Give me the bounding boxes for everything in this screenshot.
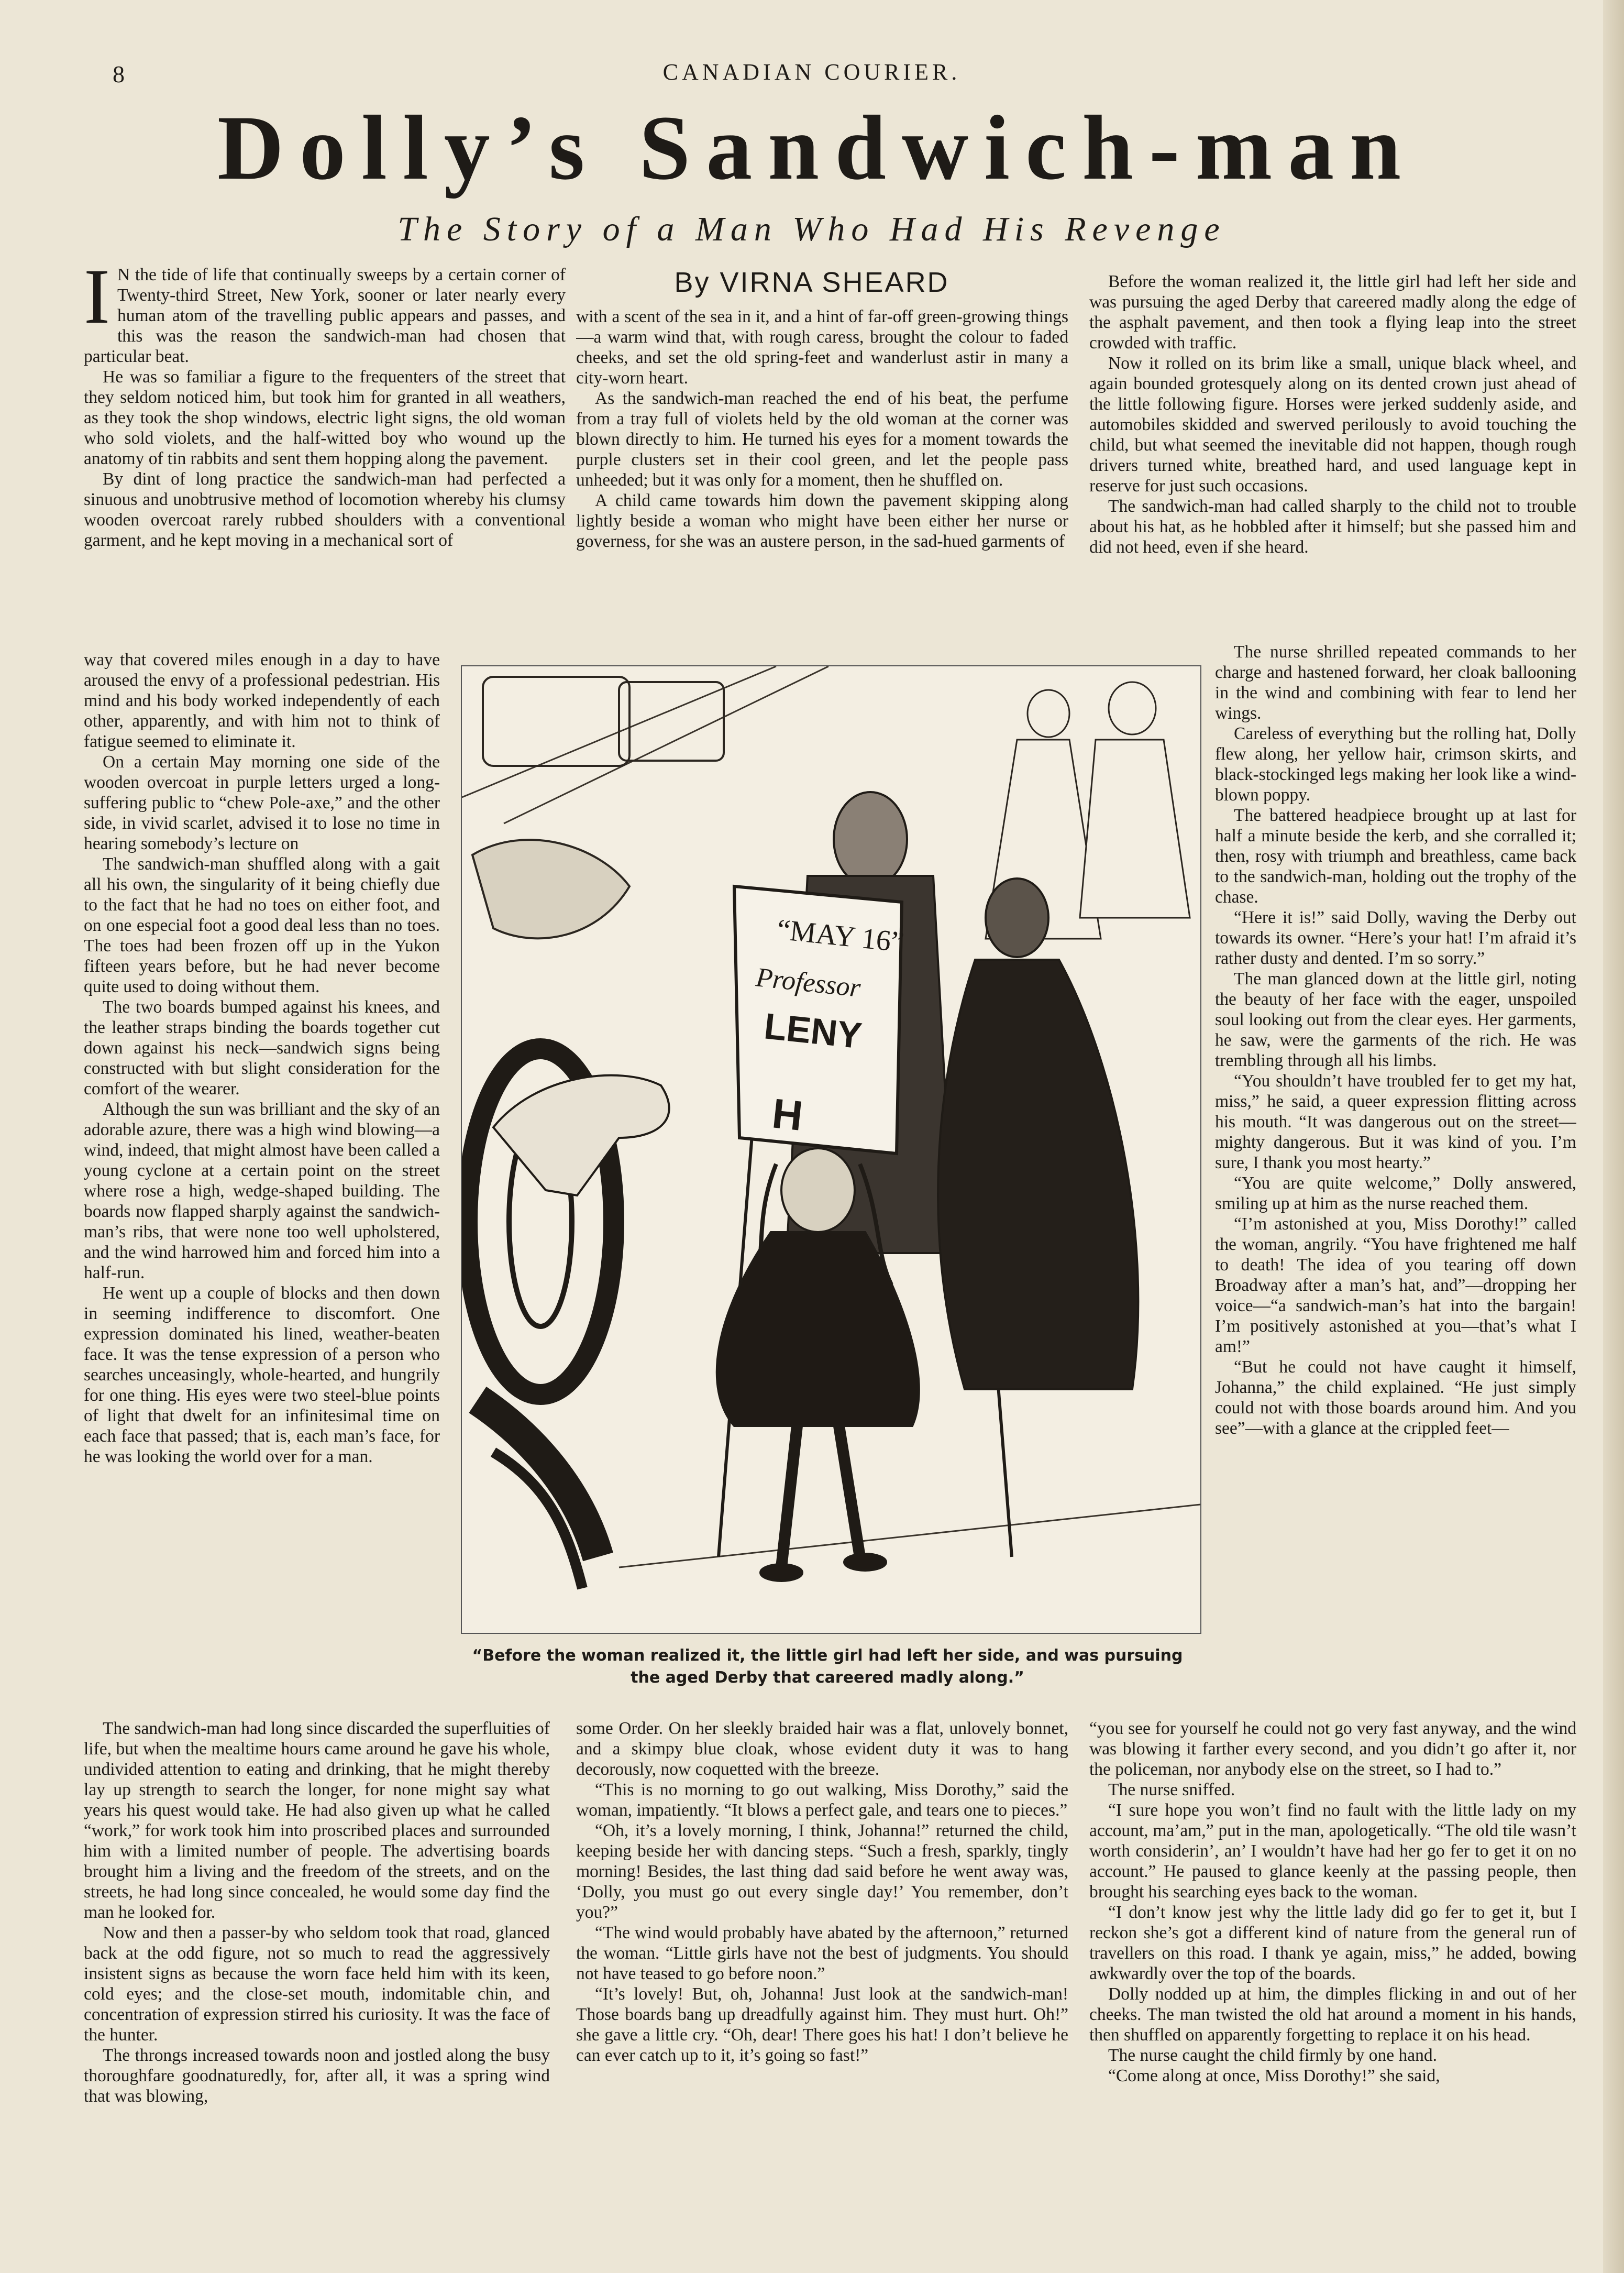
column-3-narrow: [1215, 642, 1576, 1689]
paragraph: He was so familiar a figure to the frequenters of the street that they seldom noticed him, but took him for granted in all weathers, as they took the shop windows, electric light signs, the old woman who sold violets, and the half-witted boy who wound up the anatomy of tin rabbits and sent them hopping along the pavement.: [84, 367, 566, 468]
drop-cap: I: [84, 265, 110, 340]
story-illustration: [461, 665, 1201, 1634]
paragraph: The nurse shrilled repeated commands to her charge and hastened forward, her cloak ballooning in the wind and combining with fear to lend her wings.: [1215, 642, 1576, 723]
illustration-caption: [450, 1645, 1205, 1689]
column-3-top: [1089, 271, 1576, 649]
illustration-drawing: [462, 666, 1200, 1633]
paragraph: [84, 265, 566, 367]
paragraph: The sandwich-man shuffled along with a gait all his own, the singularity of it being chiefly due to the fact that he had no toes on either foot, and on one especial foot a good deal less than no toes. The toes had been frozen off up in the Yukon fifteen years before, but he had never become quite used to doing without them.: [84, 854, 440, 996]
page-edge: [1603, 0, 1624, 2273]
paragraph: “You shouldn’t have troubled fer to get my hat, miss,” he said, a queer expression flitting across his mouth. “It was dangerous out on the street—mighty dangerous. But it was kind of you. I’m sure, I thank you most hearty.”: [1215, 1071, 1576, 1172]
paragraph: with a scent of the sea in it, and a hint of far-off green-growing things—a warm wind that, with rough caress, brought the colour to faded cheeks, and set the old spring-feet and wanderlust astir in many a city-worn heart.: [576, 307, 1068, 388]
paragraph: “I’m astonished at you, Miss Dorothy!” called the woman, angrily. “You have frightened me half to death! The idea of you tearing off down Broadway after a man’s hat, and”—dropping her voice—“a sandwich-man’s hat into the bargain! I’m positively astonished at you—that’s what I am!”: [1215, 1214, 1576, 1356]
paragraph: way that covered miles enough in a day to have aroused the envy of a professional pedestrian. His mind and his body worked independently of each other, apparently, and with him not to think of fatigue seemed to eliminate it.: [84, 650, 440, 751]
sign-line-professor: Professor: [754, 962, 862, 1003]
column-3-bottom: [1089, 1718, 1576, 2205]
paragraph: “Come along at once, Miss Dorothy!” she said,: [1108, 2066, 1440, 2085]
paragraph: Now it rolled on its brim like a small, unique black wheel, and again bounded grotesquely along on its dented crown just ahead of the little following figure. Horses were jerked suddenly aside, and automobiles skidded and swerved perilously to avoid touching the child, but what seemed the inevitable did not happen, though rough drivers turned white, breathed hard, and used language kept in reserve for just such occasions.: [1089, 354, 1576, 496]
paragraph: The sandwich-man had long since discarded the superfluities of life, but when the mealtime hours came around he gave his whole, undivided attention to eating and drinking, that he might thereby lay up strength to search the longer, for none might say what years his quest would take. He had also given up what he called “work,” for work took him into proscribed places and surrounded him with a limited number of people. The advertising boards brought him a living and the freedom of the streets, and on the streets, he had long since concealed, he would some day find the man he looked for.: [84, 1719, 550, 1922]
paragraph: “The wind would probably have abated by the afternoon,” returned the woman. “Little girls have not the best of judgments. You should not have teased to go before noon.”: [576, 1923, 1068, 1983]
column-1-narrow: [84, 650, 440, 1718]
paragraph: “Oh, it’s a lovely morning, I think, Johanna!” returned the child, keeping beside her with dancing steps. “Such a fresh, sparkly, tingly morning! Besides, the last thing dad said before he went away was, ‘Dolly, you must go out every single day!’ You remember, don’t you?”: [576, 1821, 1068, 1922]
sign-line-date: “MAY 16”: [775, 913, 905, 959]
paragraph-text: N the tide of life that continually sweeps by a certain corner of Twenty-third Street, New York, sooner or later nearly every human atom of the travelling public appears and passes, and this was the reason the sandwich-man had chosen that particular beat.: [84, 265, 566, 366]
article-title: Dolly’s Sandwich-man: [217, 97, 1417, 199]
paragraph: As the sandwich-man reached the end of his beat, the perfume from a tray full of violets held by the old woman at the corner was blown directly to him. He turned his eyes for a moment towards the purple clusters set in their cool green, and let the people pass unheeded; but it was only for a moment, then he shuffled on.: [576, 389, 1068, 490]
column-2-bottom: [576, 1718, 1068, 2205]
paragraph: The two boards bumped against his knees, and the leather straps binding the boards together cut down against his neck—sandwich signs being constructed with but slight consideration for the comfort of the wearer.: [84, 997, 440, 1099]
paragraph: Dolly nodded up at him, the dimples flicking in and out of her cheeks. The man twisted the old hat around a moment in his hands, then shuffled on apparently forgetting to replace it on his head.: [1089, 1984, 1576, 2045]
caption-line: “Before the woman realized it, the little girl had left her side, and was pursuing: [472, 1646, 1183, 1665]
paragraph: “This is no morning to go out walking, Miss Dorothy,” said the woman, impatiently. “It blows a perfect gale, and tears one to pieces.”: [576, 1780, 1068, 1820]
sign-line-name: LENY: [762, 1005, 864, 1057]
automobile-sketch: [472, 677, 724, 938]
paragraph: The battered headpiece brought up at last for half a minute beside the kerb, and she corralled it; then, rosy with triumph and breathless, came back to the sandwich-man, holding out the trophy of the chase.: [1215, 806, 1576, 907]
byline: By VIRNA SHEARD: [674, 267, 949, 298]
paragraph: Before the woman realized it, the little girl had left her side and was pursuing the aged Derby that careered madly along the edge of the asphalt pavement, and then took a flying leap into the street crowded with traffic.: [1089, 272, 1576, 353]
paragraph: “You are quite welcome,” Dolly answered, smiling up at him as the nurse reached them.: [1215, 1173, 1576, 1213]
column-1-top: [84, 265, 566, 652]
column-1-bottom: [84, 1718, 550, 2205]
paragraph: “I sure hope you won’t find no fault with the little lady on my account, ma’am,” put in the man, apologetically. “The old tile wasn’t worth considerin’, an’ I wouldn’t have had her go fer to get it on no account.” He paused to glance keenly at the passing people, then brought his searching eyes back to the woman.: [1089, 1800, 1576, 1902]
dog-figure: [493, 1075, 669, 1195]
paragraph: He went up a couple of blocks and then down in seeming indifference to discomfort. One expression dominated his lined, weather-beaten face. It was the tense expression of a person who searches unceasingly, whole-hearted, and hungrily for one thing. His eyes were two steel-blue points of light that dwelt for an infinitesimal time on each face that passed; that is, each man’s face, for he was looking the world over for a man.: [84, 1283, 440, 1466]
paragraph: On a certain May morning one side of the wooden overcoat in purple letters urged a long-suffering public to “chew Pole-axe,” and the other side, in vivid scarlet, advised it to lose no time in hearing somebody’s lecture on: [84, 752, 440, 853]
paragraph: The nurse caught the child firmly by one hand.: [1108, 2046, 1437, 2065]
paragraph: The throngs increased towards noon and jostled along the busy thoroughfare goodnaturedly, for, after all, it was a spring wind that was blowing,: [84, 2046, 550, 2106]
paragraph: Careless of everything but the rolling hat, Dolly flew along, her yellow hair, crimson skirts, and black-stockinged legs making her look like a wind-blown poppy.: [1215, 724, 1576, 805]
paragraph: “But he could not have caught it himself, Johanna,” the child explained. “He just simply could not with those boards around him. And you see”—with a glance at the crippled feet—: [1215, 1357, 1576, 1438]
running-head: CANADIAN COURIER.: [662, 59, 961, 85]
page-number: 8: [113, 61, 125, 87]
paragraph: A child came towards him down the pavement skipping along lightly beside a woman who might have been either her nurse or governess, for she was an austere person, in the sad-hued garments of: [576, 491, 1068, 551]
paragraph: The man glanced down at the little girl, noting the beauty of her face with the eager, unspoiled soul looking out from the clear eyes. Her garments, he saw, were the garments of the rich. He was trembling through all his limbs.: [1215, 969, 1576, 1070]
sign-line-letter: H: [770, 1090, 805, 1139]
article-subtitle: The Story of a Man Who Had His Revenge: [397, 210, 1226, 248]
paragraph: “I don’t know jest why the little lady did go fer to get it, but I reckon she’s got a different kind of nature from the general run of travellers on this road. I thank ye again, miss,” he added, bowing awkwardly over the top of the boards.: [1089, 1903, 1576, 1983]
paragraph: “It’s lovely! But, oh, Johanna! Just look at the sandwich-man! Those boards bang up dreadfully against him. They must hurt. Oh!” she gave a little cry. “Oh, dear! There goes his hat! I don’t believe he can ever catch up to it, it’s going so fast!”: [576, 1984, 1068, 2065]
paragraph: “you see for yourself he could not go very fast anyway, and the wind was blowing it farther every second, and you didn’t go after it, nor the policeman, nor anybody else on the street, so I had to.”: [1089, 1719, 1576, 1779]
paragraph: Now and then a passer-by who seldom took that road, glanced back at the odd figure, not so much to read the aggressively insistent signs as because the worn face held him with its keen, cold eyes; and the close-set mouth, indomitable chin, and concentration of expression stirred his curiosity. It was the face of the hunter.: [84, 1923, 550, 2045]
paragraph: Although the sun was brilliant and the sky of an adorable azure, there was a high wind blowing—a wind, indeed, that might almost have been called a young cyclone at a certain point on the street where rose a high, wedge-shaped building. The boards now flapped sharply against the sandwich-man’s ribs, that were none too well upholstered, and the wind harrowed him and forced him into a half-run.: [84, 1100, 440, 1282]
paragraph: The sandwich-man had called sharply to the child not to trouble about his hat, as he hobbled after it himself; but she passed him and did not heed, even if she heard.: [1089, 497, 1576, 557]
paragraph: “Here it is!” said Dolly, waving the Derby out towards its owner. “Here’s your hat! I’m afraid it’s rather dusty and dented. I’m so sorry.”: [1215, 908, 1576, 968]
nurse-figure: [938, 879, 1138, 1389]
column-2-top: [576, 306, 1068, 642]
caption-line: the aged Derby that careered madly along.”: [631, 1668, 1024, 1687]
paragraph: The nurse sniffed.: [1108, 1780, 1235, 1799]
paragraph: By dint of long practice the sandwich-man had perfected a sinuous and unobtrusive method of locomotion whereby his clumsy wooden overcoat rarely rubbed shoulders with a conventional garment, and he kept moving in a mechanical sort of: [84, 469, 566, 550]
paragraph: some Order. On her sleekly braided hair was a flat, unlovely bonnet, and a skimpy blue cloak, whose evident duty it was to hang decorously, now coquetted with the breeze.: [576, 1719, 1068, 1779]
sandwich-board-sign: [734, 886, 905, 1154]
